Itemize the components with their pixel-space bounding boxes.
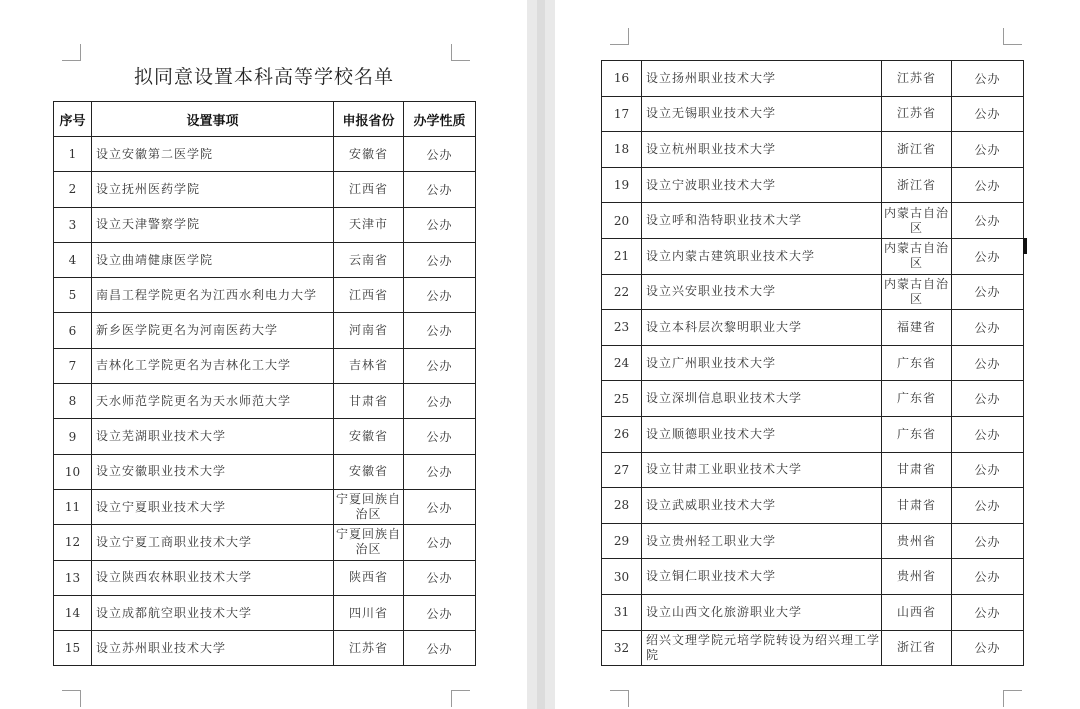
row-number: 21 (602, 238, 642, 274)
row-type: 公办 (952, 488, 1024, 524)
row-province: 江苏省 (334, 631, 404, 666)
row-item: 设立无锡职业技术大学 (642, 96, 882, 132)
row-type: 公办 (952, 416, 1024, 452)
row-number: 10 (54, 454, 92, 489)
row-type: 公办 (404, 348, 476, 383)
table-row (54, 489, 476, 524)
row-item: 设立安徽职业技术大学 (92, 454, 334, 489)
page-gap (527, 0, 555, 709)
row-province: 四川省 (334, 595, 404, 630)
row-province: 贵州省 (882, 523, 952, 559)
row-province: 浙江省 (882, 132, 952, 168)
row-province: 安徽省 (334, 454, 404, 489)
table-row (602, 594, 1024, 630)
row-province: 江西省 (334, 278, 404, 313)
row-number: 18 (602, 132, 642, 168)
row-type: 公办 (404, 595, 476, 630)
row-number: 1 (54, 137, 92, 172)
row-number: 13 (54, 560, 92, 595)
row-type: 公办 (952, 274, 1024, 310)
row-province: 江苏省 (882, 96, 952, 132)
table-row (54, 313, 476, 348)
row-type: 公办 (404, 560, 476, 595)
row-item: 设立顺德职业技术大学 (642, 416, 882, 452)
row-item: 设立曲靖健康医学院 (92, 242, 334, 277)
row-type: 公办 (404, 489, 476, 524)
table-header-row (54, 102, 476, 137)
row-type: 公办 (952, 238, 1024, 274)
row-number: 16 (602, 61, 642, 97)
row-type: 公办 (952, 559, 1024, 595)
row-item: 设立抚州医药学院 (92, 172, 334, 207)
row-item: 设立本科层次黎明职业大学 (642, 310, 882, 346)
table-row (602, 274, 1024, 310)
row-number: 6 (54, 313, 92, 348)
row-type: 公办 (952, 310, 1024, 346)
row-province: 内蒙古自治区 (882, 238, 952, 274)
table-row (54, 348, 476, 383)
row-item: 新乡医学院更名为河南医药大学 (92, 313, 334, 348)
table-row (602, 132, 1024, 168)
table-row (54, 278, 476, 313)
row-type: 公办 (952, 96, 1024, 132)
table-body (54, 137, 476, 666)
row-type: 公办 (952, 630, 1024, 666)
table-row (54, 384, 476, 419)
row-type: 公办 (952, 452, 1024, 488)
row-item: 设立安徽第二医学院 (92, 137, 334, 172)
row-province: 天津市 (334, 207, 404, 242)
row-number: 31 (602, 594, 642, 630)
row-item: 设立苏州职业技术大学 (92, 631, 334, 666)
page-corner-mark (62, 44, 81, 61)
row-item: 设立成都航空职业技术大学 (92, 595, 334, 630)
row-province: 广东省 (882, 345, 952, 381)
row-type: 公办 (404, 313, 476, 348)
page-corner-mark (451, 44, 470, 61)
row-province: 吉林省 (334, 348, 404, 383)
row-item: 天水师范学院更名为天水师范大学 (92, 384, 334, 419)
row-number: 20 (602, 203, 642, 239)
row-province: 浙江省 (882, 630, 952, 666)
row-type: 公办 (952, 381, 1024, 417)
row-item: 设立贵州轻工职业大学 (642, 523, 882, 559)
row-number: 2 (54, 172, 92, 207)
row-number: 26 (602, 416, 642, 452)
table-row (602, 167, 1024, 203)
document-title: 拟同意设置本科高等学校名单 (133, 66, 394, 88)
row-province: 陕西省 (334, 560, 404, 595)
page-corner-mark (62, 690, 81, 707)
header-type: 办学性质 (404, 102, 476, 137)
row-type: 公办 (404, 631, 476, 666)
row-number: 5 (54, 278, 92, 313)
row-item: 设立扬州职业技术大学 (642, 61, 882, 97)
row-item: 设立芜湖职业技术大学 (92, 419, 334, 454)
table-body (602, 61, 1024, 666)
header-number: 序号 (54, 102, 92, 137)
row-item: 设立铜仁职业技术大学 (642, 559, 882, 595)
row-type: 公办 (952, 523, 1024, 559)
row-province: 福建省 (882, 310, 952, 346)
table-row (602, 310, 1024, 346)
table-row (54, 631, 476, 666)
row-province: 安徽省 (334, 419, 404, 454)
page-corner-mark (451, 690, 470, 707)
table-row (54, 242, 476, 277)
table-row (602, 452, 1024, 488)
row-province: 内蒙古自治区 (882, 203, 952, 239)
row-province: 贵州省 (882, 559, 952, 595)
row-number: 7 (54, 348, 92, 383)
row-province: 江苏省 (882, 61, 952, 97)
row-type: 公办 (404, 137, 476, 172)
page-corner-mark (610, 28, 629, 45)
row-number: 11 (54, 489, 92, 524)
row-item: 设立天津警察学院 (92, 207, 334, 242)
table-row (54, 207, 476, 242)
row-item: 设立宁波职业技术大学 (642, 167, 882, 203)
row-type: 公办 (952, 594, 1024, 630)
row-item: 设立陕西农林职业技术大学 (92, 560, 334, 595)
row-type: 公办 (404, 172, 476, 207)
table-row (602, 96, 1024, 132)
row-province: 安徽省 (334, 137, 404, 172)
row-item: 设立兴安职业技术大学 (642, 274, 882, 310)
row-item: 吉林化工学院更名为吉林化工大学 (92, 348, 334, 383)
row-item: 设立深圳信息职业技术大学 (642, 381, 882, 417)
table-row (602, 203, 1024, 239)
table-row (54, 137, 476, 172)
row-type: 公办 (952, 203, 1024, 239)
table-row (602, 488, 1024, 524)
table-row (602, 381, 1024, 417)
row-number: 32 (602, 630, 642, 666)
row-number: 14 (54, 595, 92, 630)
row-number: 9 (54, 419, 92, 454)
table-row (54, 595, 476, 630)
row-province: 内蒙古自治区 (882, 274, 952, 310)
row-type: 公办 (404, 242, 476, 277)
row-number: 29 (602, 523, 642, 559)
row-type: 公办 (404, 278, 476, 313)
row-province: 河南省 (334, 313, 404, 348)
page-corner-mark (1003, 690, 1022, 707)
row-number: 24 (602, 345, 642, 381)
row-item: 设立广州职业技术大学 (642, 345, 882, 381)
table-row (54, 172, 476, 207)
row-province: 宁夏回族自治区 (334, 525, 404, 560)
row-type: 公办 (404, 384, 476, 419)
row-province: 江西省 (334, 172, 404, 207)
row-province: 云南省 (334, 242, 404, 277)
row-number: 27 (602, 452, 642, 488)
table-row (602, 630, 1024, 666)
row-number: 25 (602, 381, 642, 417)
row-type: 公办 (952, 61, 1024, 97)
table-row (602, 345, 1024, 381)
row-item: 设立甘肃工业职业技术大学 (642, 452, 882, 488)
table-row (602, 559, 1024, 595)
row-number: 30 (602, 559, 642, 595)
row-item: 绍兴文理学院元培学院转设为绍兴理工学院 (642, 630, 882, 666)
table-row (54, 454, 476, 489)
row-item: 设立山西文化旅游职业大学 (642, 594, 882, 630)
row-province: 甘肃省 (882, 452, 952, 488)
row-type: 公办 (952, 132, 1024, 168)
row-number: 17 (602, 96, 642, 132)
text-cursor (1023, 238, 1027, 254)
row-item: 南昌工程学院更名为江西水利电力大学 (92, 278, 334, 313)
row-province: 山西省 (882, 594, 952, 630)
row-number: 22 (602, 274, 642, 310)
row-type: 公办 (404, 454, 476, 489)
row-type: 公办 (952, 167, 1024, 203)
row-item: 设立宁夏职业技术大学 (92, 489, 334, 524)
row-type: 公办 (404, 525, 476, 560)
row-type: 公办 (404, 207, 476, 242)
row-item: 设立内蒙古建筑职业技术大学 (642, 238, 882, 274)
row-province: 宁夏回族自治区 (334, 489, 404, 524)
table-row (602, 238, 1024, 274)
header-item: 设置事项 (92, 102, 334, 137)
row-number: 19 (602, 167, 642, 203)
row-province: 浙江省 (882, 167, 952, 203)
row-province: 甘肃省 (882, 488, 952, 524)
row-number: 8 (54, 384, 92, 419)
page-corner-mark (610, 690, 629, 707)
header-province: 申报省份 (334, 102, 404, 137)
table-row (602, 416, 1024, 452)
row-province: 广东省 (882, 416, 952, 452)
row-number: 28 (602, 488, 642, 524)
page-corner-mark (1003, 28, 1022, 45)
row-item: 设立武威职业技术大学 (642, 488, 882, 524)
school-table-right (601, 60, 1024, 666)
table-row (54, 419, 476, 454)
table-row (54, 560, 476, 595)
school-table-left (53, 101, 476, 666)
row-item: 设立宁夏工商职业技术大学 (92, 525, 334, 560)
row-province: 广东省 (882, 381, 952, 417)
table-row (602, 61, 1024, 97)
row-item: 设立呼和浩特职业技术大学 (642, 203, 882, 239)
row-type: 公办 (952, 345, 1024, 381)
row-type: 公办 (404, 419, 476, 454)
table-row (54, 525, 476, 560)
row-province: 甘肃省 (334, 384, 404, 419)
row-number: 4 (54, 242, 92, 277)
row-number: 3 (54, 207, 92, 242)
document-page-left (0, 0, 527, 709)
row-number: 23 (602, 310, 642, 346)
table-row (602, 523, 1024, 559)
row-number: 15 (54, 631, 92, 666)
row-item: 设立杭州职业技术大学 (642, 132, 882, 168)
row-number: 12 (54, 525, 92, 560)
